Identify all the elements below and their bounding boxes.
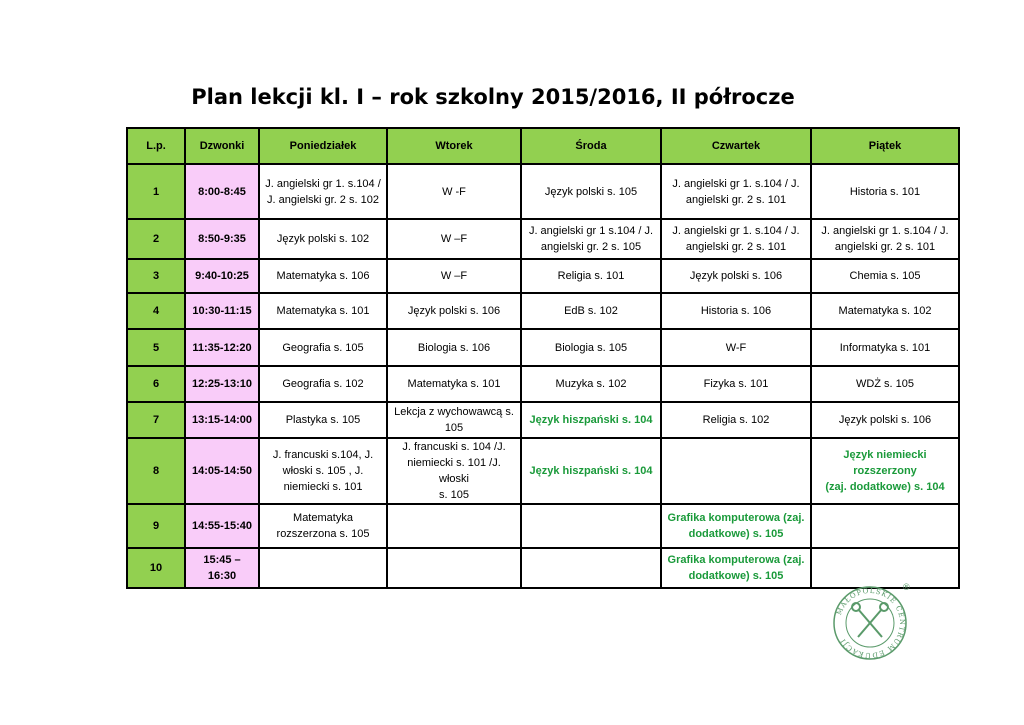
cell-dzwonki: 9:40-10:25 — [185, 259, 259, 293]
cell-line: Fizyka s. 101 — [703, 378, 769, 390]
table-row — [127, 329, 959, 366]
cell-dzwonki: 12:25-13:10 — [185, 366, 259, 402]
cell-line: Biologia s. 105 — [554, 341, 628, 354]
cell-wt — [387, 219, 521, 259]
cell-line: (zaj. dodatkowe) s. 104 — [825, 481, 945, 493]
cell-pt — [811, 366, 959, 402]
cell-pt — [811, 164, 959, 219]
header-czwartek: Czwartek — [661, 128, 811, 164]
cell-sr — [521, 402, 661, 438]
cell-pon — [259, 402, 387, 438]
cell-wt — [387, 293, 521, 329]
cell-pt — [811, 504, 959, 548]
cell-line: Chemia s. 105 — [849, 270, 921, 282]
cell-line: J. angielski gr 1. s.104 / J. — [672, 177, 800, 190]
cell-lp: 10 — [127, 548, 185, 588]
cell-line: J. francuski s.104, J. — [272, 449, 374, 461]
cell-line: angielski gr. 2 s. 105 — [540, 241, 642, 253]
cell-pt — [811, 402, 959, 438]
cell-lp: 2 — [127, 219, 185, 259]
cell-sr — [521, 366, 661, 402]
cell-lp: 9 — [127, 504, 185, 548]
cell-line: Geografia s. 102 — [282, 378, 364, 390]
table-row — [127, 219, 959, 259]
cell-lp: 8 — [127, 438, 185, 504]
cell-line: Grafika komputerowa (zaj. — [667, 512, 805, 524]
cell-line: s. 105 — [439, 489, 469, 501]
cell-line: J. angielski gr 1. s.104 / J. — [672, 225, 800, 237]
cell-wt — [387, 438, 521, 504]
cell-pon — [259, 164, 387, 219]
cell-pt — [811, 293, 959, 329]
cell-line: Historia s. 101 — [849, 185, 921, 198]
cell-line: Język polski s. 105 — [544, 185, 638, 198]
cell-line: Język polski s. 106 — [689, 270, 783, 282]
header-sroda: Środa — [521, 128, 661, 164]
cell-line: W –F — [440, 270, 468, 282]
cell-line: niemiecki s. 101 /J. włoski — [407, 457, 501, 485]
cell-dzwonki: 15:45 – 16:30 — [185, 548, 259, 588]
cell-dzwonki: 11:35-12:20 — [185, 329, 259, 366]
table-row — [127, 438, 959, 504]
timetable — [126, 127, 960, 589]
cell-line: niemiecki s. 101 — [283, 481, 363, 493]
cell-line: Matematyka s. 102 — [838, 305, 932, 317]
cell-pon — [259, 504, 387, 548]
table-row — [127, 293, 959, 329]
cell-line: Lekcja z wychowawcą s. — [394, 406, 514, 418]
cell-line: Religia s. 101 — [557, 270, 625, 282]
cell-dzwonki: 10:30-11:15 — [185, 293, 259, 329]
cell-line: J. angielski gr 1 s.104 / J. — [528, 225, 654, 237]
cell-dzwonki: 14:55-15:40 — [185, 504, 259, 548]
cell-line: W-F — [725, 341, 747, 354]
cell-czw — [661, 259, 811, 293]
cell-line: Język polski s. 102 — [276, 233, 370, 245]
cell-lp: 1 — [127, 164, 185, 219]
cell-dzwonki: 8:00-8:45 — [185, 164, 259, 219]
cell-line: włoski s. 105 , J. — [282, 465, 364, 477]
cell-lp: 3 — [127, 259, 185, 293]
cell-line: 105 — [444, 422, 464, 434]
cell-line: angielski gr. 2 s. 101 — [685, 241, 787, 253]
cell-lp: 5 — [127, 329, 185, 366]
cell-dzwonki: 14:05-14:50 — [185, 438, 259, 504]
header-poniedzialek: Poniedziałek — [259, 128, 387, 164]
cell-czw — [661, 164, 811, 219]
cell-czw — [661, 548, 811, 588]
cell-czw — [661, 219, 811, 259]
cell-czw — [661, 293, 811, 329]
table-row — [127, 548, 959, 588]
cell-dzwonki: 13:15-14:00 — [185, 402, 259, 438]
cell-pt — [811, 329, 959, 366]
cell-wt — [387, 504, 521, 548]
cell-line: J. angielski gr 1. s.104 / J. — [821, 225, 949, 237]
cell-sr — [521, 259, 661, 293]
cell-line: Muzyka s. 102 — [555, 378, 627, 390]
cell-sr — [521, 548, 661, 588]
cell-line: Matematyka s. 106 — [276, 270, 370, 282]
cell-line: J. angielski gr 1. s.104 / — [265, 177, 381, 190]
cell-sr — [521, 293, 661, 329]
cell-pon — [259, 219, 387, 259]
cell-pon — [259, 366, 387, 402]
cell-lp: 7 — [127, 402, 185, 438]
cell-line: Plastyka s. 105 — [285, 414, 361, 426]
cell-pon — [259, 438, 387, 504]
header-row — [127, 128, 959, 164]
header-wtorek: Wtorek — [387, 128, 521, 164]
page-title: Plan lekcji kl. I – rok szkolny 2015/2016, II półrocze — [191, 85, 795, 109]
table-row — [127, 259, 959, 293]
cell-pt — [811, 438, 959, 504]
cell-line: Geografia s. 105 — [282, 341, 364, 354]
cell-wt — [387, 329, 521, 366]
table-row — [127, 164, 959, 219]
cell-pon — [259, 259, 387, 293]
cell-line: Język hiszpański s. 104 — [529, 465, 653, 477]
cell-line: J. angielski gr. 2 s. 102 — [267, 193, 379, 206]
cell-czw — [661, 329, 811, 366]
cell-sr — [521, 329, 661, 366]
cell-line: EdB s. 102 — [564, 305, 618, 317]
cell-line: Matematyka s. 101 — [276, 305, 370, 317]
header-lp: L.p. — [127, 128, 185, 164]
cell-czw — [661, 402, 811, 438]
cell-line: angielski gr. 2 s. 101 — [685, 193, 787, 206]
cell-line: Historia s. 106 — [700, 305, 772, 317]
cell-pon — [259, 329, 387, 366]
cell-line: Język polski s. 106 — [838, 414, 932, 426]
cell-line: W –F — [440, 233, 468, 245]
cell-line: Język polski s. 106 — [407, 305, 501, 317]
cell-pt — [811, 259, 959, 293]
cell-sr — [521, 164, 661, 219]
table-row — [127, 402, 959, 438]
cell-pt — [811, 219, 959, 259]
cell-wt — [387, 366, 521, 402]
table-row — [127, 504, 959, 548]
cell-line: WDŻ s. 105 — [855, 378, 915, 390]
cell-czw — [661, 438, 811, 504]
cell-line: Religia s. 102 — [702, 414, 770, 426]
cell-czw — [661, 366, 811, 402]
cell-line: Biologia s. 106 — [417, 341, 491, 354]
cell-sr — [521, 504, 661, 548]
cell-line: dodatkowe) s. 105 — [688, 570, 784, 582]
cell-line: Język hiszpański s. 104 — [529, 414, 653, 426]
cell-wt — [387, 402, 521, 438]
table-row — [127, 366, 959, 402]
cell-czw — [661, 504, 811, 548]
cell-wt — [387, 164, 521, 219]
cell-line: Grafika komputerowa (zaj. — [667, 554, 805, 566]
seal-text: MAŁOPOLSKIE CENTRUM EDUKACJI — [835, 586, 907, 660]
registered-mark: ® — [903, 582, 910, 592]
cell-wt — [387, 259, 521, 293]
cell-line: J. francuski s. 104 /J. — [402, 441, 506, 453]
institution-seal-logo — [832, 585, 908, 661]
cell-lp: 6 — [127, 366, 185, 402]
cell-line: Informatyka s. 101 — [839, 341, 931, 354]
cell-line: angielski gr. 2 s. 101 — [834, 241, 936, 253]
cell-sr — [521, 219, 661, 259]
cell-line: Matematyka — [293, 512, 353, 524]
cell-lp: 4 — [127, 293, 185, 329]
cell-line: Matematyka s. 101 — [407, 378, 501, 390]
cell-dzwonki: 8:50-9:35 — [185, 219, 259, 259]
cell-line: rozszerzona s. 105 — [276, 528, 370, 540]
cell-line: W -F — [442, 185, 466, 198]
header-piatek: Piątek — [811, 128, 959, 164]
header-dzwonki: Dzwonki — [185, 128, 259, 164]
cell-pt — [811, 548, 959, 588]
cell-pon — [259, 548, 387, 588]
cell-line: Język niemiecki rozszerzony — [843, 449, 927, 477]
cell-wt — [387, 548, 521, 588]
cell-line: dodatkowe) s. 105 — [688, 528, 784, 540]
cell-sr — [521, 438, 661, 504]
cell-pon — [259, 293, 387, 329]
